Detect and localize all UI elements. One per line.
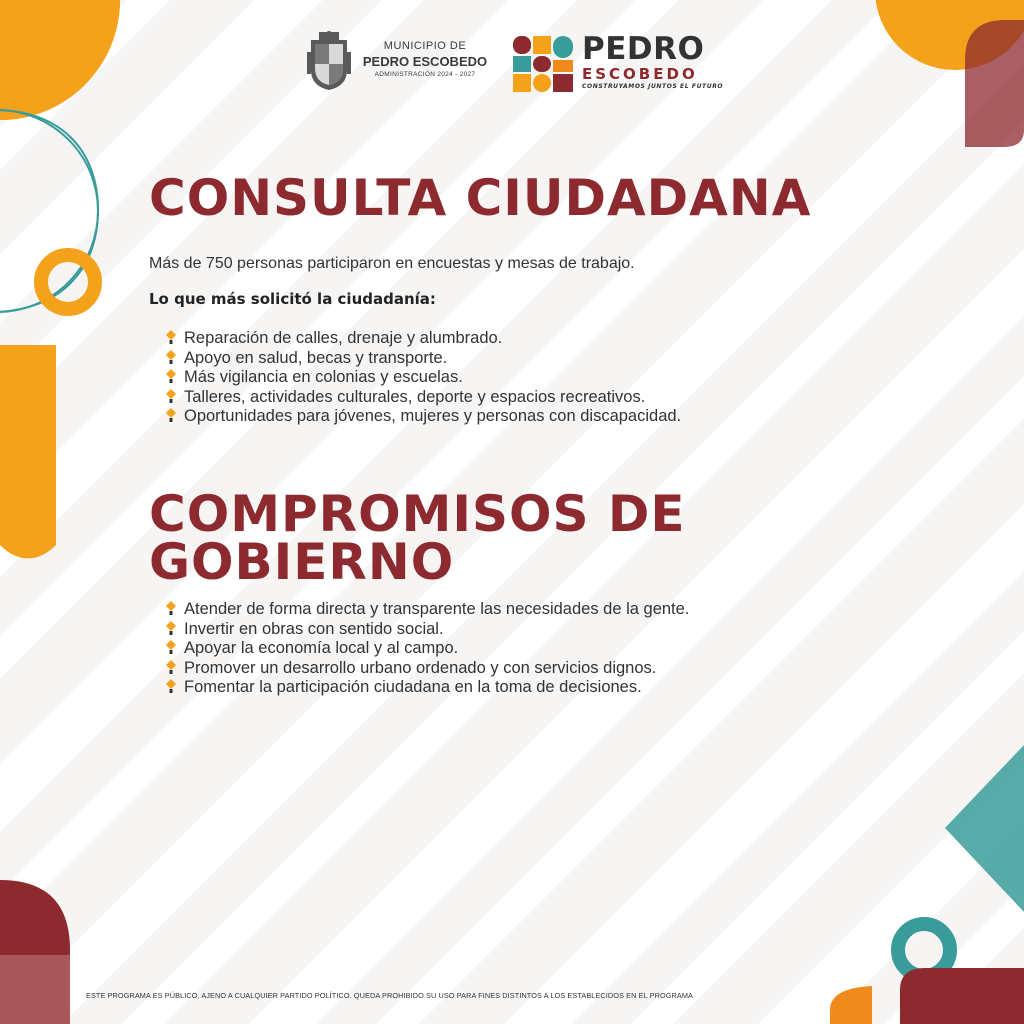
municipal-seal-icon	[305, 30, 353, 92]
list-item-text: Oportunidades para jóvenes, mujeres y personas con discapacidad.	[184, 407, 682, 425]
brand-line-1: PEDRO	[582, 31, 705, 67]
brand-wordmark	[582, 32, 723, 91]
bullet-pencil-icon	[165, 368, 177, 384]
list-item	[163, 407, 681, 427]
municipio-label: MUNICIPIO DE	[383, 40, 467, 52]
consulta-subheading: Lo que más solicitó la ciudadanía:	[149, 290, 436, 308]
bullet-pencil-icon	[165, 349, 177, 365]
list-item	[163, 329, 681, 349]
municipio-name: PEDRO ESCOBEDO	[362, 54, 488, 69]
list-item-text: Atender de forma directa y transparente las necesidades de la gente.	[184, 600, 690, 618]
bullet-pencil-icon	[165, 659, 177, 675]
list-item-text: Promover un desarrollo urbano ordenado y con servicios dignos.	[184, 658, 657, 677]
bullet-pencil-icon	[165, 600, 177, 616]
list-item	[163, 349, 681, 369]
consulta-intro: Más de 750 personas participaron en encuestas y mesas de trabajo.	[149, 255, 635, 272]
bullet-pencil-icon	[165, 639, 177, 655]
municipality-logo-text	[356, 40, 494, 80]
list-item-text: Apoyo en salud, becas y transporte.	[184, 348, 448, 367]
bullet-pencil-icon	[165, 329, 177, 345]
bullet-pencil-icon	[165, 620, 177, 636]
list-item-text: Fomentar la participación ciudadana en la toma de decisiones.	[184, 678, 642, 696]
header	[0, 28, 1024, 100]
list-item	[163, 368, 681, 388]
list-item-text: Talleres, actividades culturales, deporte y espacios recreativos.	[184, 387, 646, 406]
list-item	[163, 620, 689, 640]
list-item-text: Invertir en obras con sentido social.	[184, 619, 444, 638]
compromisos-title: COMPROMISOS DE GOBIERNO	[149, 485, 686, 591]
administracion-label: ADMINISTRACIÓN 2024 - 2027	[374, 71, 476, 78]
consulta-title: CONSULTA CIUDADANA	[149, 169, 812, 227]
brand-mosaic-icon	[511, 34, 575, 94]
list-item	[163, 659, 689, 679]
list-item-text: Más vigilancia en colonias y escuelas.	[184, 368, 463, 386]
bullet-pencil-icon	[165, 678, 177, 694]
list-item	[163, 639, 689, 659]
list-item	[163, 678, 689, 698]
footer-disclaimer: ESTE PROGRAMA ES PÚBLICO, AJENO A CUALQUIER PARTIDO POLÍTICO. QUEDA PROHIBIDO SU USO PARA FINES DISTINTOS A LOS ESTABLECIDOS EN EL PROGRAMA	[86, 991, 693, 1000]
compromisos-list	[163, 600, 689, 698]
list-item-text: Apoyar la economía local y al campo.	[184, 639, 459, 657]
list-item	[163, 388, 681, 408]
consulta-list	[163, 329, 681, 427]
bullet-pencil-icon	[165, 388, 177, 404]
list-item	[163, 600, 689, 620]
bullet-pencil-icon	[165, 407, 177, 423]
brand-tagline: CONSTRUYAMOS JUNTOS EL FUTURO	[582, 83, 724, 90]
list-item-text: Reparación de calles, drenaje y alumbrado.	[184, 329, 503, 347]
brand-line-2: ESCOBEDO	[582, 65, 698, 83]
